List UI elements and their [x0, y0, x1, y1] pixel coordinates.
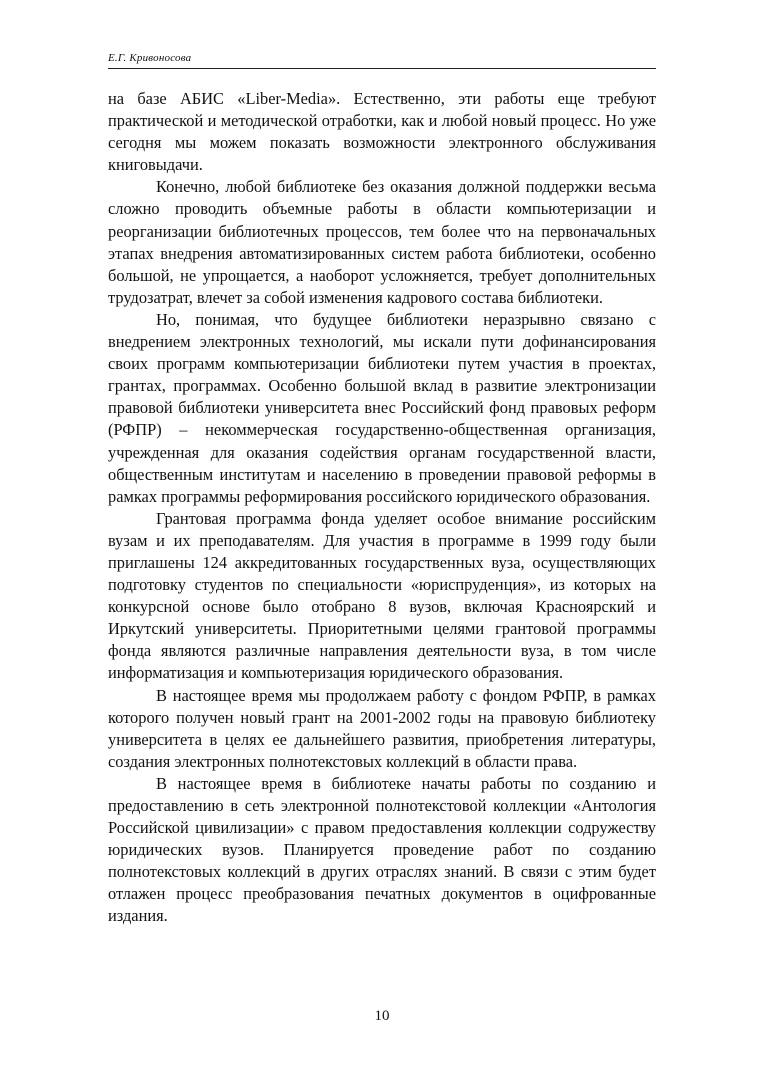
body-text [108, 88, 656, 928]
paragraph-3: Но, понимая, что будущее библиотеки неразрывно связано с внедрением электронных технологий, мы искали пути дофинансирования своих программ компьютеризации библиотеки путем участия в проектах, грантах, программах. Особенно большой вклад в развитие электронизации правовой библиотеки университета внес Российский фонд правовых реформ (РФПР) – некоммерческая государственно-общественная организация, учрежденная для оказания содействия органам государственной власти, общественным институтам и населению в проведении правовой реформы в рамках программы реформирования российского юридического образования. [108, 309, 656, 506]
paragraph-5: В настоящее время мы продолжаем работу с фондом РФПР, в рамках которого получен новый грант на 2001-2002 годы на правовую библиотеку университета в целях ее дальнейшего развития, приобретения литературы, создания электронных полнотекстовых коллекций в области права. [108, 685, 656, 771]
paragraph-6: В настоящее время в библиотеке начаты работы по созданию и предоставлению в сеть электронной полнотекстовой коллекции «Антология Российской цивилизации» с правом предоставления коллекции содружеству юридических вузов. Планируется проведение работ по созданию полнотекстовых коллекций в других отраслях знаний. В связи с этим будет отлажен процесс преобразования печатных документов в оцифрованные издания. [108, 773, 656, 926]
page-number: 10 [374, 1008, 390, 1024]
paragraph-2: Конечно, любой библиотеке без оказания должной поддержки весьма сложно проводить объемные работы в области компьютеризации и реорганизации библиотечных процессов, тем более что на первоначальных этапах внедрения автоматизированных систем работа библиотеки, особенно большой, не упрощается, а наоборот усложняется, требует дополнительных трудозатрат, влечет за собой изменения кадрового состава библиотеки. [108, 177, 656, 307]
author-name: Е.Г. Кривоносова [108, 52, 192, 64]
paragraph-1: на базе АБИС «Liber-Media». Естественно, эти работы еще требуют практической и методической отработки, как и любой новый процесс. Но уже сегодня мы можем показать возможности электронного обслуживания книговыдачи. [108, 89, 656, 175]
paragraph-4: Грантовая программа фонда уделяет особое внимание российским вузам и их преподавателям. Для участия в программе в 1999 году были приглашены 124 аккредитованных государственных вуза, осуществляющих подготовку студентов по специальности «юриспруденция», из которых на конкурсной основе было отобрано 8 вузов, включая Красноярский и Иркутский университеты. Приоритетными целями грантовой программы фонда являются различные направления деятельности вуза, в том числе информатизация и компьютеризация юридического образования. [108, 508, 656, 683]
running-header [108, 50, 656, 69]
